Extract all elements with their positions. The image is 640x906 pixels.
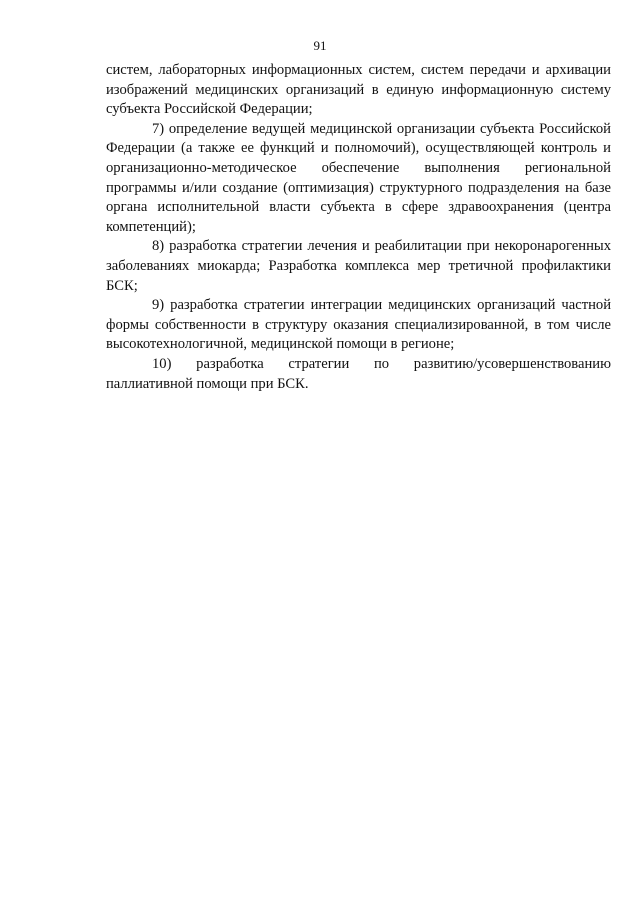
document-body bbox=[106, 61, 611, 394]
list-item-8: 8) разработка стратегии лечения и реабилитации при некоронарогенных заболеваниях миокарда; Разработка комплекса мер третичной профилактики БСК; bbox=[106, 238, 611, 294]
list-item-9: 9) разработка стратегии интеграции медицинских организаций частной формы собственности в структуру оказания специализированной, в том числе высокотехнологичной, медицинской помощи в регионе; bbox=[106, 297, 611, 353]
list-item-7: 7) определение ведущей медицинской организации субъекта Российской Федерации (а также ее функций и полномочий), осуществляющей контроль и организационно-методическое обеспечение выполнения региональной программы и/или создание (оптимизация) структурного подразделения на базе органа исполнительной власти субъекта в сфере здравоохранения (центра компетенций); bbox=[106, 120, 611, 235]
list-item-10: 10) разработка стратегии по развитию/усовершенствованию паллиативной помощи при БСК. bbox=[106, 355, 611, 392]
paragraph-continuation: систем, лабораторных информационных систем, систем передачи и архивации изображений медицинских организаций в единую информационную систему субъекта Российской Федерации; bbox=[106, 62, 611, 118]
page-number: 91 bbox=[313, 38, 327, 53]
